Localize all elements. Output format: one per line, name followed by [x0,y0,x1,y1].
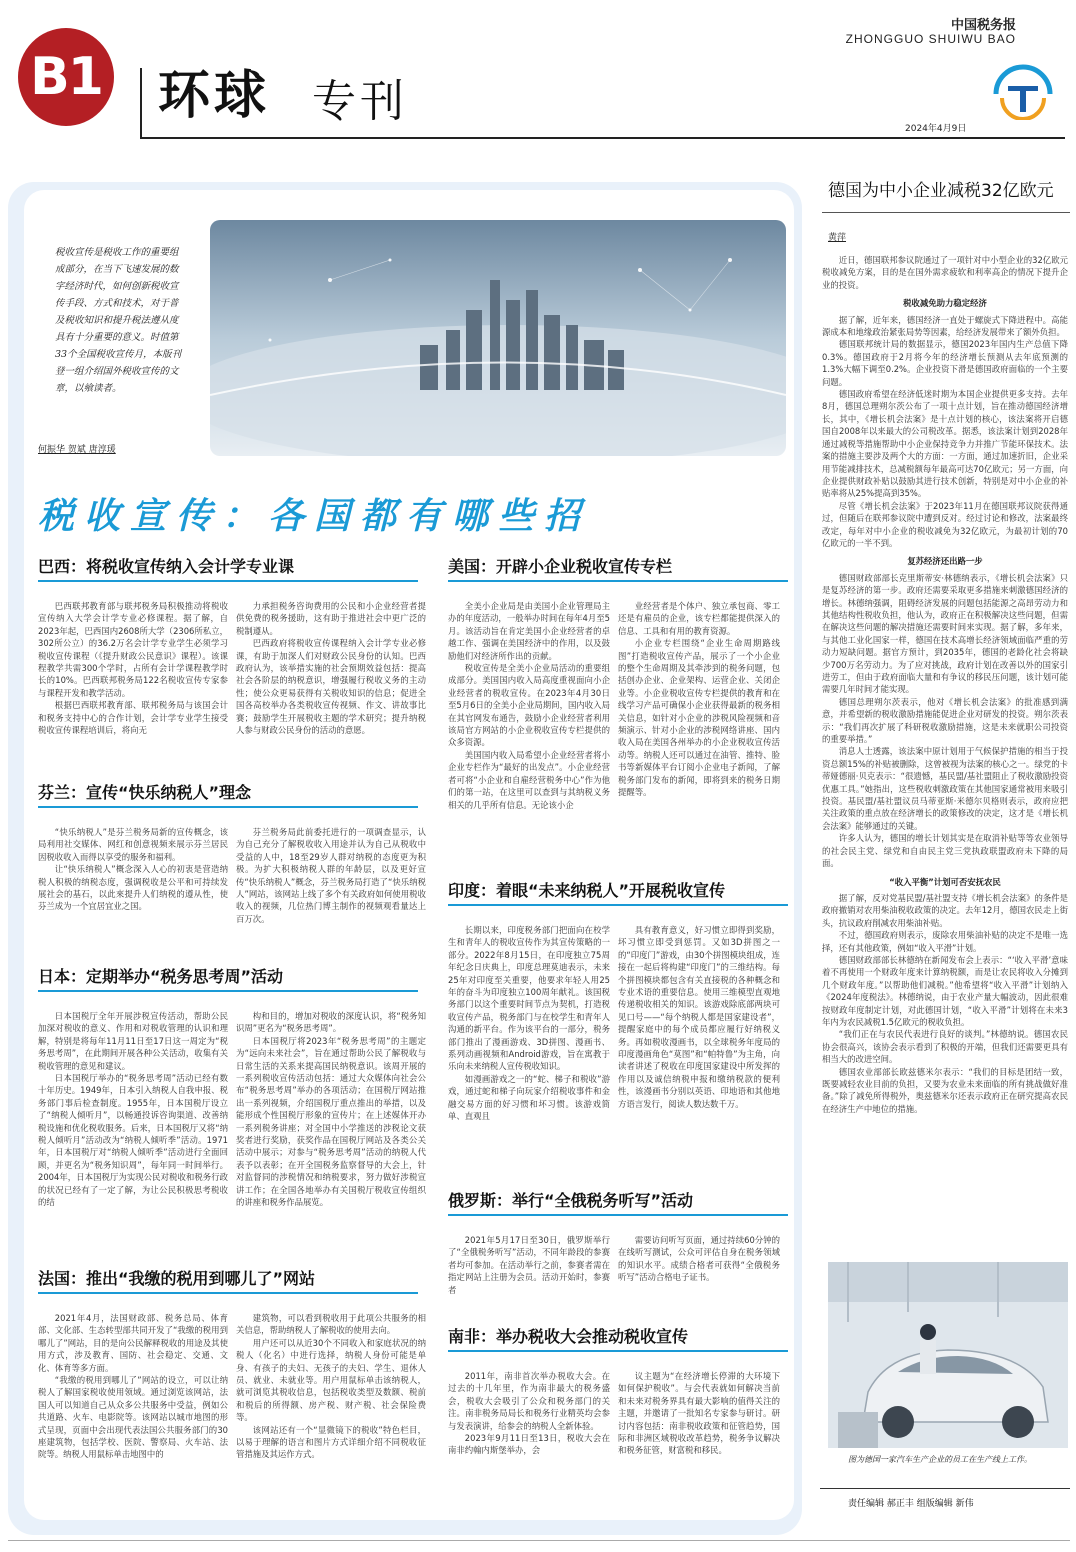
paragraph: 据了解，反对党基民盟/基社盟支持《增长机会法案》的条件是政府撤销对农用柴油税收政策的决定。去年12月，德国农民走上街头，抗议政府削减农用柴油补贴。 [822,892,1068,928]
section-brazil-col2 [236,600,426,735]
feature-byline: 何振华 贺斌 唐淳瑗 [38,445,116,455]
germany-article-body [822,254,1068,1266]
paragraph: 需要访问听写页面，通过持续60分钟的在线听写测试，公众可评估自身在税务领域的知识水平。成绩合格者可获得“全俄税务听写”活动合格电子证书。 [618,1235,780,1283]
paragraph: 根据巴西联邦教育部、联邦税务局与该国会计和税务支持中心的合作计划，会计学专业学生接受税收宣传课程培训后，将向无 [38,700,228,735]
editors-rule [820,1488,1070,1489]
paragraph: 构和目的，增加对税收的深度认识，将“税务知识周”更名为“税务思考周”。 [236,1011,426,1034]
paragraph: 德国总理朔尔茨表示，他对《增长机会法案》的批准感到满意，并希望新的税收激励措施能促进企业对研发的投资。朔尔茨表示：“我们再次扩展了科研税收激励措施，这是未来就职公司投资的重要举措。” [822,696,1068,745]
paragraph: 日本国税厅全年开展涉税宣传活动，帮助公民加深对税收的意义、作用和对税收管理的认识和理解，特别是将每年11月11日至17日这一周定为“税务思考周”，在此期间开展各种公关活动，收集有关税收管理的意见和建议。 [38,1011,228,1071]
page-badge: B1 [18,28,114,126]
subheading: “收入平衡”计划可否安抚农民 [889,876,1001,887]
germany-article-title: 德国为中小企业减税32亿欧元 [828,181,1054,201]
publication-date: 2024年4月9日 [905,124,967,134]
paragraph: 长期以来，印度税务部门把面向在校学生和青年人的税收宣传作为其宣传策略的一部分。2022年8月15日，在印度独立75周年纪念日庆典上，印度总理莫迪表示，未来25年对印度至关重要，他要求年轻人用25年的奋斗为印度独立100周年献礼。该国税务部门以这个重要时间节点为契机，打造税收宣传产品，税务部门与在校学生和青年人沟通的新平台。作为该平台的一部分，税务部门推出了漫画游戏、3D拼图、漫画书、系列动画视频和Android游戏，旨在寓教于乐向未来纳税人宣传税收知识。 [448,925,610,1072]
paragraph: 近日，德国联邦参议院通过了一项针对中小型企业的32亿欧元税收减免方案，目的是在国外需求疲软和利率高企的情况下提升企业的投资。 [822,255,1068,290]
section-rule [38,806,418,808]
paragraph: 用户还可以从近30个不同收入和家庭状况的纳税人（化名）中进行选择，纳税人身份可能是单身、有孩子的夫妇、无孩子的夫妇、学生、退休人员、就业、未就业等。用户用鼠标单击该纳税人，就可浏览其税收信息，包括税收类型及数额、税前和税后的所得额、房产税、财产税、社会保险费等。 [236,1337,426,1423]
paragraph: 2021年5月17日至30日，俄罗斯举行了“全俄税务听写”活动，不同年龄段的参赛者均可参加。在活动举行之前，参赛者需在指定网站上注册为会员。活动开始时，参赛者 [448,1235,610,1295]
section-france-col1 [38,1312,228,1508]
factory-photo [828,1262,1068,1448]
section-title: 环球 [158,65,271,126]
section-rule [448,904,788,906]
hero-image-globe-city [210,220,786,456]
paragraph: 巴西联邦教育部与联邦税务局积极推动将税收宣传纳入大学会计学专业必修课程。据了解，自2023年起，巴西国内2608所大学（2306所私立，302所公立）的36.2万名会计学专业学生必须学习税收宣传课程（《提升财政公民意识》课程）。该课程教学共需300个学时，占所有会计学课程教学时长的10%。巴西联邦税务局122名税收宣传专家参与课程开发和教学活动。 [38,601,228,698]
paragraph: 美国国内收入局希望小企业经营者将小企业专栏作为“最好的出发点”。小企业经营者可将“小企业和自雇经营税务中心”作为他们的第一站，在这里可以查到与其纳税义务相关的几乎所有信息。无论该小企 [448,749,610,810]
section-india-col2 [618,924,780,1168]
editor-credits: 责任编辑 郝正丰 组版编辑 新伟 [848,1499,974,1509]
paragraph: 税收宣传是全美小企业局活动的重要组成部分。美国国内收入局高度重视面向小企业经营者的税收宣传。在2023年4月30日至5月6日的全美小企业局期间，国内收入局在其官网发布通告，鼓励小企业经营者利用该局官方网站的小企业税收宣传专栏提供的众多资源。 [448,663,610,748]
paragraph: 消息人士透露，该法案中原计划用于气候保护措施的相当于投资总额15%的补贴被删除，这曾被视为法案的核心之一。绿党的卡蒂娅德丽·贝克表示：“很遗憾，基民盟/基社盟阻止了税收激励投资优惠工具。”她指出，这些税收刺激政策在其他国家通常被用来吸引投资。基民盟/基社盟议员马蒂亚斯·米德尔贝格则表示，政府应把关注政策的重点放在经济增长的政策修改的决定，这才是《增长机会法案》能够通过的关键。 [822,746,1068,831]
feature-headline: 税收宣传：各国都有哪些招 [38,495,591,537]
paragraph: 德国联邦统计局的数据显示，德国2023年国内生产总值下降0.3%。德国政府于2月将今年的经济增长预测从去年底预测的1.3%大幅下调至0.2%。企业投资下滑是德国政府面临的一个主要问题。 [822,339,1068,387]
paragraph: 巴西政府将税收宣传课程纳入会计学专业必修课，有助于加深人们对财政公民身份的认知。巴西政府认为，该举措实施的社会预期效益包括：提高社会各阶层的纳税意识，增强履行税收义务的主动性；使公众更易获得有关税收知识的信息；促进全国各高校举办各类税收宣传视频、作文、讲故事比赛；鼓励学生开展税收主题的学术研究；提升纳税人参与财政公民身份的活动的意愿。 [236,638,426,735]
section-rule [448,1214,788,1216]
section-india-title: 印度：着眼“未来纳税人”开展税收宣传 [448,881,726,900]
section-finland-title: 芬兰：宣传“快乐纳税人”理念 [38,783,252,802]
section-rule [38,1292,418,1294]
paragraph: 2011年，南非首次举办税收大会。在过去的十几年里，作为南非最大的税务盛会，税收大会吸引了公众和税务部门的关注。南非税务局局长和税务行业精英均会参与发表演讲，给参会的纳税人全新体验。 [448,1371,610,1431]
paragraph: 业经营者是个体户、独立承包商、零工还是有雇员的企业，该专栏都能提供深入的信息、工具和有用的教育资源。 [618,601,780,636]
paragraph: “快乐纳税人”是芬兰税务局新的宣传概念，该局利用社交媒体、网红和创意视频来展示芬兰居民因税收收入而得以享受的服务和福利。 [38,827,228,862]
section-rule [448,1350,788,1352]
section-rule [448,580,788,582]
paragraph: 不过，德国政府则表示，废除农用柴油补贴的决定不是唯一选择，还有其他政策，例如“收入平滑”计划。 [822,930,1068,953]
feature-intro: 税收宣传是税收工作的重要组成部分，在当下飞速发展的数字经济时代，如何创新税收宣传手段、方式和技术，对于普及税收知识和提升税法遵从度具有十分重要的意义。时值第33个全国税收宣传月，本版刊登一组介绍国外税收宣传的文章，以飨读者。 [55,247,182,394]
paragraph: 芬兰税务局此前委托进行的一项调查显示，认为自己充分了解税收收入用途并认为自己从税收中受益的人中，18至29岁人群对纳税的态度更为积极。为扩大积极纳税人群的年龄层，以及更好宣传“快乐纳税人”概念，芬兰税务局打造了“快乐纳税人”网站，该网站上线了多个有关政府如何使用税收收入的视频，几位热门博主制作的视频观看量达上百万次。 [236,827,426,924]
section-france-col2 [236,1312,426,1508]
paragraph: 小企业专栏围绕“企业生命周期路线图”打造税收宣传产品，展示了一个小企业的整个生命周期及其牵涉到的税务问题，包括创办企业、企业架构、运营企业、关闭企业等。小企业税收宣传专栏提供的教育和在线学习产品可确保小企业获得最新的税务相关信息，如针对小企业的涉税风险视频和音频演示、针对小企业的涉税网络讲座、国内收入局在美国各州举办的小企业税收宣传活动等。纳税人还可以通过在油管、推特、脸书等新媒体平台订阅小企业电子新闻，了解税务部门发布的新闻，即将到来的税务日期提醒等。 [618,638,780,798]
section-france-title: 法国：推出“我缴的税用到哪儿了”网站 [38,1269,316,1288]
paragraph: 如漫画游戏之一的“蛇、梯子和税收”游戏，通过蛇和梯子向玩家介绍税收事件和金融交易方面的好习惯和坏习惯。该游戏简单、直观且 [448,1073,610,1122]
paragraph: 2023年9月11日至13日，税收大会在南非约翰内斯堡举办，会 [448,1433,610,1456]
paragraph: 议主题为“在经济增长停滞的大环境下如何保护税收”。与会代表就如何解决当前和未来对税务界具有最大影响的值得关注的主题，并邀请了一批知名专家参与研讨。研讨内容包括：南非税收政策和征管趋势，国际和非洲区域税收改革趋势，税务争议解决和税务征管，财富税和移民。 [618,1371,780,1456]
paragraph: “我们正在与农民代表进行良好的谈判。”林德纳说。德国农民协会很高兴，该协会表示看到了积极的开端，但我们还需要更具有相当大的改进空间。 [822,1029,1068,1065]
paragraph: 据了解，近年来，德国经济一直处于螺旋式下降进程中。高能源成本和地缘政治紧张局势等因素，给经济发展带来了额外负担。 [822,314,1068,338]
subheading: 复苏经济还出路一步 [907,556,983,567]
paragraph: 全美小企业局是由美国小企业管理局主办的年度活动，一般举办时间在每年4月至5月。该活动旨在肯定美国小企业经营者的卓越工作、强调在美国经济中的作用，以及鼓励他们对经济所作出的贡献。 [448,601,610,661]
paragraph: 让“快乐纳税人”概念深入人心的初衷是营造纳税人积极的纳税态度，强调税收是公平和可持续发展社会的基石，以此來提升人们纳税的遵从性，使芬兰成为一个宜居宜业之国。 [38,864,228,912]
paragraph: 德国财政部部长克里斯蒂安·林德纳表示，《增长机会法案》只是复苏经济的第一步。政府还需要采取更多措施来刺激德国经济的增长。林德纳强调，阻碍经济发展的问题包括能源之高昂劳动力和其他结构性税收负担，他认为，政府正在积极解决这些问题，但需在解决这些问题的解决措施还需要时间来实现。据了解，多年来，与其他工业化国家一样，德国在技术高增长经济领域面临严重的劳动力短缺问题。据官方预计，到2035年，德国的老龄化社会将缺少700万名劳动力。为了应对挑战，政府计划在改善以外的国家引进劳工，但由于政府面临大量和有争议的移民压问题，该计划可能需要几年时间才能实现。 [822,572,1068,695]
section-russia-col1 [448,1234,610,1310]
section-usa-col2 [618,600,780,860]
paragraph: 2021年4月，法国财政部、税务总局、体育部、文化部、生态转型部共同开发了“我缴的税用到哪儿了”网站，目的是向公民解释税收的用途及其使用方式，涉及教育、国防、社会稳定、交通、文化、体育等多方面。 [38,1313,228,1373]
paragraph: “我缴的税用到哪儿了”网站的设立，可以让纳税人了解国家税收使用领域。通过浏览该网站，法国人可以知道自己从众多公共服务中受益，例如公共道路、火车、电影院等。该网站以城市地图的形式呈现，页面中会出现代表法国公共服务部门的30座建筑物，包括学校、医院、警察局、火车站、法院等。纳税人用鼠标单击地图中的 [38,1375,228,1460]
section-rule [38,990,418,992]
photo-caption: 图为德国一家汽车生产企业的员工在生产线上工作。 [848,1455,1032,1464]
paragraph: 日本国税厅将2023年“税务思考周”的主题定为“远向未来社会”，旨在通过帮助公民了解税收与日常生活的关系来提高国民纳税意识。该周开展的一系列税收宣传活动包括：通过大众媒体向社会公布“税务思考周”举办的各项活动；在国税厅网站推出一系列视频，介绍国税厅重点推出的举措，以及能形成个性国税厅形象的宣传片；在上述媒体开办一系列税务讲座；对全国中小学推送的涉税论文获奖者进行奖励，获奖作品在国税厅网站及各类公关活动中展示；对参与“税务思考周”活动的纳税人代表予以表彰；在开全国税务监察督导的大会上，针对监督同的涉税情况和纳税要求，努力做好涉税宣讲工作；在全国各地举办有关国税厅税收宣传组织的讲座和税务作品展览。 [236,1035,426,1208]
header-rule [140,137,1065,139]
section-southafrica-col1 [448,1370,610,1496]
section-brazil-col1 [38,600,228,735]
section-india-col1 [448,924,610,1168]
paragraph: 德国财政部部长林德纳在新闻发布会上表示：“‘收入平滑’意味着不再使用一个财政年度来计算纳税额，而是让农民将收入分摊到几个财政年度。”以帮助他们减税。”他希望将“收入平滑”计划纳入《2024年度税法》。林德纳说，由于农业产量大幅波动，因此很难按财政年度制定计划，对此德国计划，“收入平滑”计划将在未来3年内为农民减税1.5亿欧元的税收负担。 [822,954,1068,1027]
section-rule [38,580,418,582]
section-finland-col1 [38,826,228,946]
paragraph: 德国政府希望在经济低迷时期为本国企业提供更多支持。去年8月，德国总理朔尔茨公布了一项十点计划，旨在推动德国经济增长，其中，《增长机会法案》是十点计划的核心，该法案将开启德国自2008年以来最大的公司税改革。据悉，该法案计划到2028年通过减税等措施帮助中小企业保持竞争力并推广节能环保技术。法案的措施主要涉及两个大的方面：一方面，通过加速折旧，企业采用节能减排技术，总减税额每年最高可达70亿欧元；另一方面，向企业提供财政补贴以鼓励其进行技术创新，特别是对中小企业的补贴率将从25%提高到35%。 [822,389,1068,499]
section-russia-title: 俄罗斯：举行“全俄税务听写”活动 [448,1191,694,1210]
paper-name: 中国税务报 [950,18,1016,33]
paragraph: 建筑物，可以看到税收用于此项公共服务的相关信息，帮助纳税人了解税收的使用去向。 [236,1313,426,1336]
article-rule [822,212,1070,213]
paragraph: 德国农业部部长欧兹德米尔表示：“我们的目标是团结一致，既要减轻农业目前的负担，又要为农业未来面临的所有挑战做好准备。”除了减免所得税外，奥兹德米尔还表示政府正在研究提高农民在经济生产中地位的措施。 [822,1066,1068,1114]
section-usa-title: 美国：开辟小企业税收宣传专栏 [448,557,673,576]
section-japan-col1 [38,1010,228,1246]
subheading: 税收减免助力稳定经济 [903,298,987,309]
section-southafrica-col2 [618,1370,780,1496]
section-southafrica-title: 南非：举办税收大会推动税收宣传 [448,1327,689,1346]
section-brazil-title: 巴西：将税收宣传纳入会计学专业课 [38,557,295,576]
germany-article-author: 黄萍 [828,233,847,243]
paragraph: 日本国税厅举办的“税务思考周”活动已经有数十年历史。1949年，日本引入纳税人自我申报、税务部门事后检查制度。1955年，日本国税厅设立了“纳税人倾听月”，以畅通投诉咨询渠道、改善纳税设施和优化税收服务。后来，日本国税厅又将“纳税人倾听月”活动改为“纳税人倾听季”活动。1971年，日本国税厅对“纳税人倾听季”活动进行全面回顾，并更名为“税务知识周”，每年同一时间举行。2004年，日本国税厅为实现公民对税收和税务行政的状况已经有了一定了解，为让公民积极思考税收的结 [38,1073,228,1208]
paragraph: 尽管《增长机会法案》于2023年11月在德国联邦议院获得通过，但随后在联邦参议院中遭到反对。经过讨论和修改，法案最终改定，每年对中小企业的税收减免为32亿欧元，为最初计划的70亿欧元的一半不到。 [822,500,1068,548]
page-bottom-rule [8,1540,1070,1541]
paper-logo-icon [990,64,1056,120]
paragraph: 许多人认为，德国的增长计划其实是在取消补贴等等农业领导的社会民主党、绿党和自由民主党三党执政联盟政府未下降的局面。 [822,833,1068,869]
section-subtitle: 专刊 [312,76,408,127]
paper-pinyin: ZHONGGUO SHUIWU BAO [845,32,1016,46]
section-japan-col2 [236,1010,426,1246]
section-usa-col1 [448,600,610,860]
section-finland-col2 [236,826,426,946]
paragraph: 该网站还有一个“显微镜下的税收”特色栏目，以易于理解的语言和图片方式详细介绍不同税收征管措施及其运作方式。 [236,1424,426,1460]
header-divider [140,68,142,138]
section-russia-col2 [618,1234,780,1310]
paragraph: 力承担税务咨询费用的公民和小企业经营者提供免费的税务援助，这有助于推进社会中更广泛的税制遵从。 [236,601,426,636]
paragraph: 具有教育意义，好习惯立即得到奖励，坏习惯立即受到惩罚。又如3D拼图之一的“印度门”游戏，由30个拼图模块组成，连接在一起后将构建“印度门”的三维结构。每个拼图模块都包含有关直接税的各种概念和专业术语的重要信息。使用三维模型直观地传递税收相关的知识。该游戏除底部两块可见口号——“每个纳税人都是国家建设者”，提醒家庭中的每个成员都应履行好纳税义务。再如税收漫画书，以全球税务年度局的印度漫画角色“莫图”和“帕特鲁”为主角，向读者讲述了税收在印度国家建设中所发挥的作用以及诚信纳税申报和缴纳税款的便利性，该漫画书分别以英语、印地语和其他地方语言发行，阅读人数达数千万。 [618,925,780,1109]
section-japan-title: 日本：定期举办“税务思考周”活动 [38,967,284,986]
